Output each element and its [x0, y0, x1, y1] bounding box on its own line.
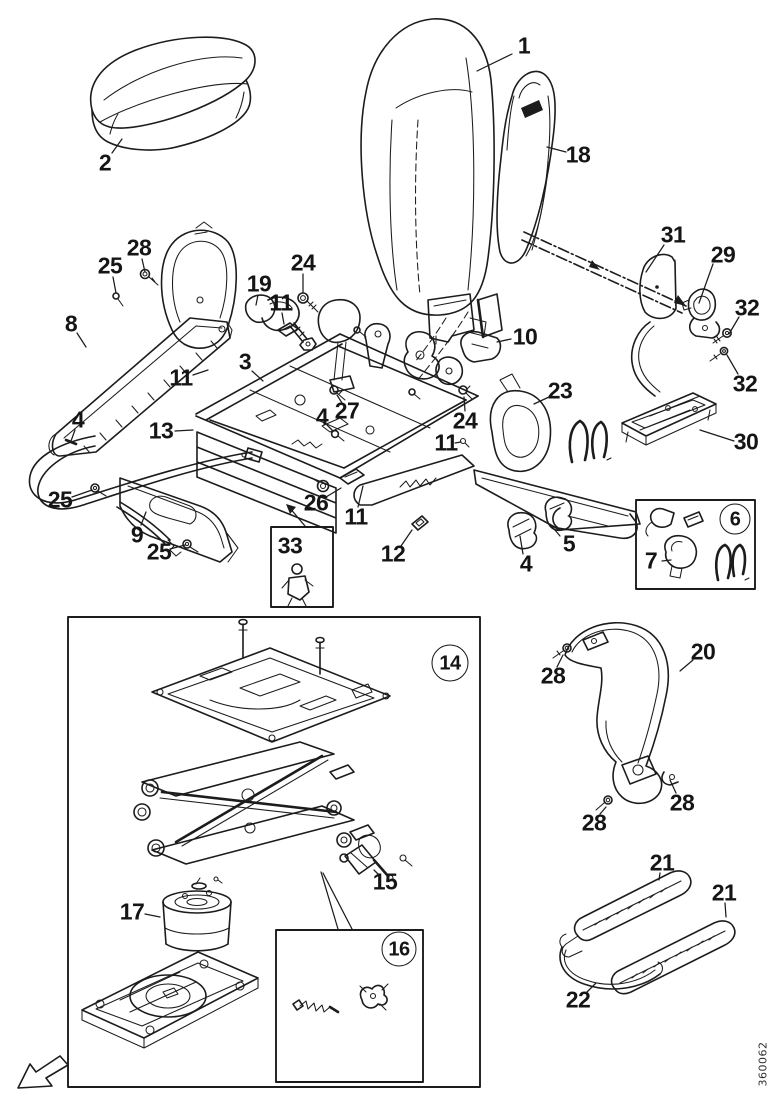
- callout-16: 16: [382, 932, 417, 967]
- callout-8: 8: [64, 310, 78, 337]
- callout-25: 25: [97, 252, 123, 279]
- callout-18: 18: [565, 141, 591, 168]
- slide-rail-art: [354, 439, 640, 539]
- leader-line-30: [700, 430, 734, 441]
- seat-back-art: [361, 19, 494, 382]
- air-spring-art: [163, 877, 231, 951]
- callout-4: 4: [315, 403, 329, 430]
- leader-line-19: [256, 295, 258, 305]
- callout-11: 11: [269, 289, 293, 316]
- callout-4: 4: [519, 550, 533, 577]
- callout-33: 33: [277, 532, 303, 559]
- trim-panel-23-art: [490, 374, 550, 471]
- leader-line-13: [175, 430, 193, 431]
- callout-28: 28: [669, 789, 695, 816]
- callout-27: 27: [334, 397, 360, 424]
- leader-line-8: [77, 333, 86, 347]
- inset-14-box: [68, 617, 480, 1087]
- callout-29: 29: [710, 241, 736, 268]
- belt-hooks-art: [570, 421, 611, 462]
- callout-25: 25: [47, 486, 73, 513]
- callout-7: 7: [644, 547, 658, 574]
- leader-lines: [71, 54, 739, 992]
- bracket-10-art: [461, 294, 502, 362]
- leader-line-11: [193, 370, 208, 375]
- seat-cushion-art: [91, 37, 255, 150]
- seat-rails-art: [560, 871, 735, 994]
- callout-12: 12: [380, 540, 406, 567]
- figure-number: 360062: [756, 1041, 770, 1087]
- callout-30: 30: [733, 428, 759, 455]
- callout-11: 11: [434, 429, 458, 456]
- callout-21: 21: [711, 879, 737, 906]
- callout-25: 25: [146, 538, 172, 565]
- callout-24: 24: [290, 249, 316, 276]
- inset-16-art: [276, 868, 423, 1082]
- callout-32: 32: [734, 294, 760, 321]
- callout-10: 10: [512, 323, 538, 350]
- recliner-cover-art: [640, 254, 676, 318]
- callout-2: 2: [98, 149, 112, 176]
- belt-guide-wire-art: [553, 623, 678, 810]
- callout-31: 31: [660, 221, 686, 248]
- inset-14-art: [68, 617, 480, 1087]
- callout-13: 13: [148, 417, 174, 444]
- callout-20: 20: [690, 638, 716, 665]
- callout-15: 15: [372, 868, 398, 895]
- callout-23: 23: [547, 377, 573, 404]
- callout-32: 32: [732, 370, 758, 397]
- recliner-bracket-art: [404, 332, 462, 399]
- callout-24: 24: [452, 407, 478, 434]
- callout-5: 5: [562, 530, 576, 557]
- base-frame-art: [82, 952, 258, 1048]
- callout-4: 4: [71, 406, 85, 433]
- callout-14: 14: [432, 645, 469, 682]
- callout-22: 22: [565, 986, 591, 1013]
- leader-line-25: [113, 277, 116, 293]
- callout-9: 9: [130, 521, 144, 548]
- callout-21: 21: [649, 849, 675, 876]
- support-bracket-art: [318, 300, 390, 392]
- side-trim-panel-art: [497, 71, 555, 263]
- callout-28: 28: [126, 234, 152, 261]
- callout-17: 17: [119, 898, 145, 925]
- callout-11: 11: [169, 364, 193, 391]
- callout-11: 11: [344, 503, 368, 530]
- leader-line-7: [662, 560, 671, 561]
- callout-26: 26: [303, 489, 329, 516]
- callout-3: 3: [238, 348, 252, 375]
- callout-1: 1: [517, 32, 531, 59]
- leader-line-31: [646, 245, 664, 272]
- callout-6: 6: [720, 504, 751, 535]
- belt-frame-art: [622, 322, 716, 445]
- bolt-24a-art: [298, 293, 318, 312]
- callout-28: 28: [581, 809, 607, 836]
- callout-19: 19: [246, 270, 272, 297]
- leader-line-1: [477, 54, 512, 71]
- direction-arrow-art: [18, 1056, 68, 1088]
- leader-line-18: [547, 147, 566, 152]
- leader-line-17: [145, 914, 160, 917]
- callout-28: 28: [540, 662, 566, 689]
